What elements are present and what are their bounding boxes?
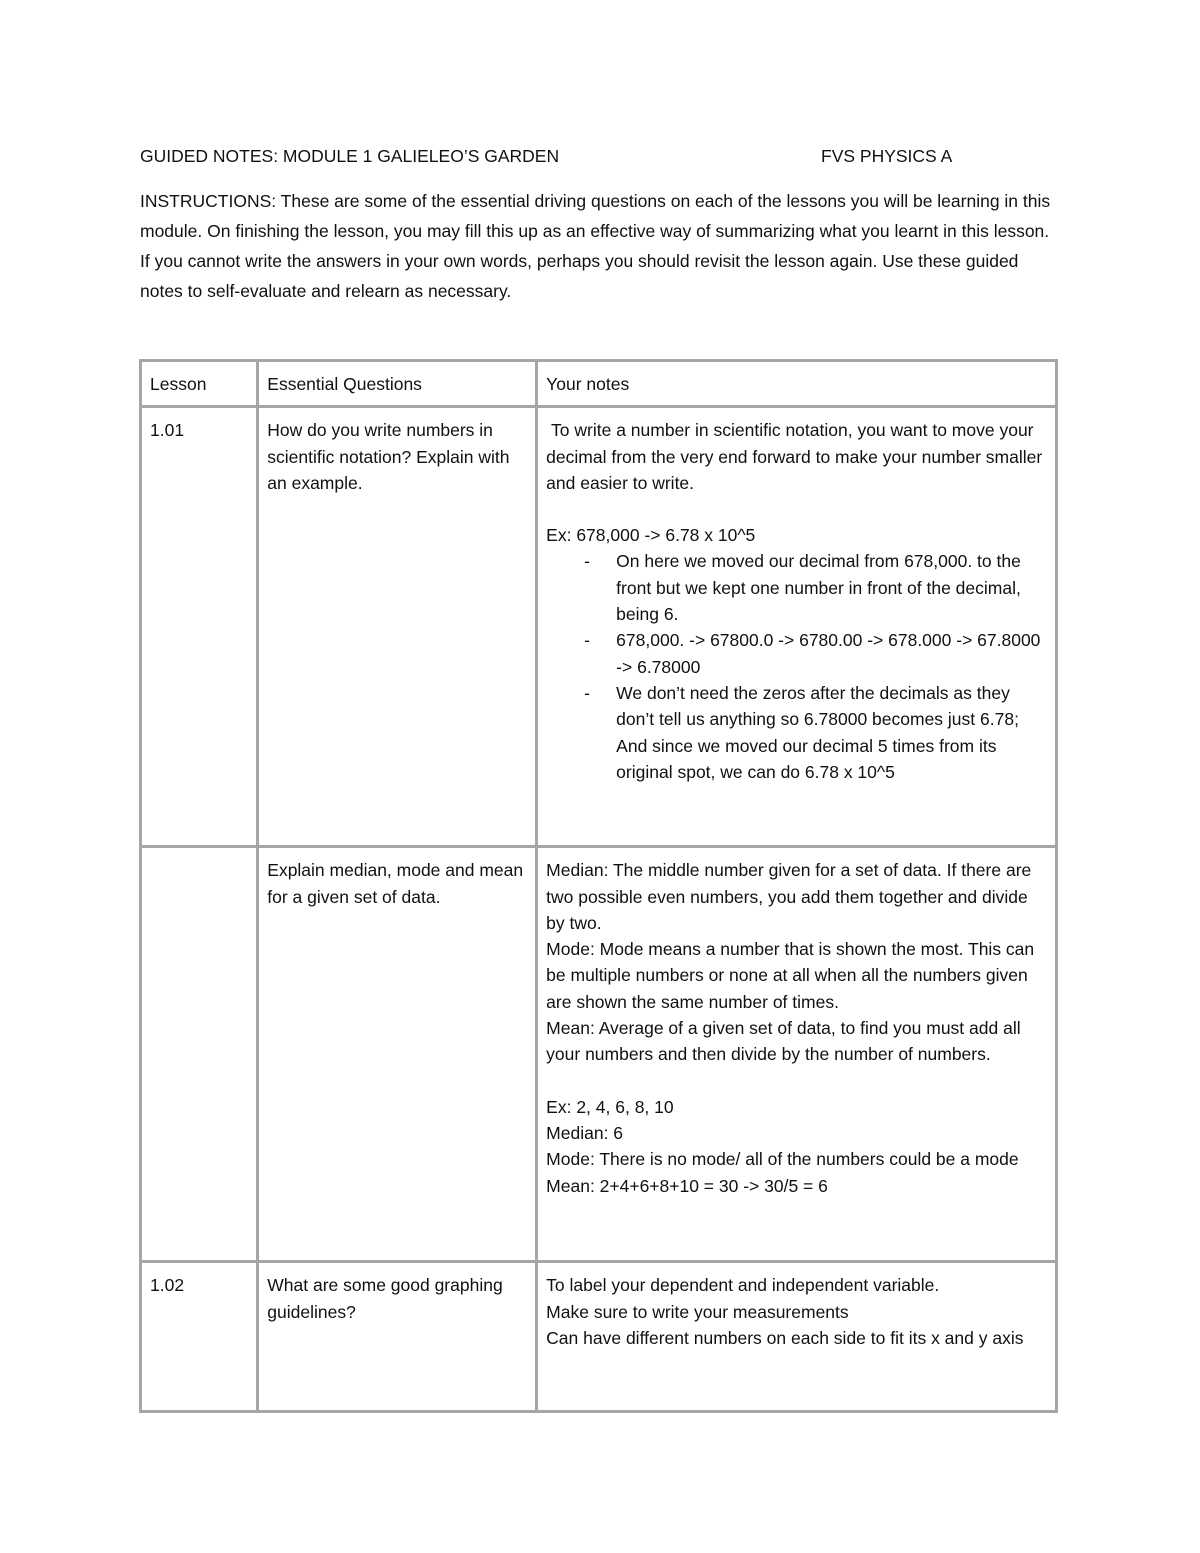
- notes-cell: [537, 407, 1057, 847]
- notes-line: Mean: Average of a given set of data, to find you must add all your numbers and then divide by the number of numbers.: [546, 1018, 1021, 1065]
- notes-line: Mode: Mode means a number that is shown the most. This can be multiple numbers or none at all when all the numbers given are shown the same number of times.: [546, 939, 1035, 1012]
- course-name: FVS PHYSICS A: [821, 146, 953, 166]
- notes-line: To label your dependent and independent variable.: [546, 1275, 940, 1296]
- page-header: [140, 146, 1060, 170]
- notes-cell: [537, 847, 1057, 1262]
- header-lesson: Lesson: [141, 361, 258, 407]
- lesson-number: 1.02: [141, 1262, 258, 1412]
- list-item: - 678,000. -> 67800.0 -> 6780.00 -> 678.000 -> 67.8000 -> 6.78000: [616, 627, 1047, 680]
- notes-line: Make sure to write your measurements: [546, 1301, 849, 1322]
- table-header-row: [141, 361, 1057, 407]
- guided-notes-table: [139, 359, 1058, 1413]
- notes-example: Ex: 678,000 -> 6.78 x 10^5: [546, 525, 756, 546]
- table-row: [141, 407, 1057, 847]
- notes-bullet-list: [546, 548, 1047, 785]
- notes-line: Ex: 2, 4, 6, 8, 10: [546, 1096, 674, 1117]
- instructions-paragraph: INSTRUCTIONS: These are some of the essential driving questions on each of the lessons you will be learning in this module. On finishing the lesson, you may fill this up as an effective way of summarizing what you learnt in this lesson. If you cannot write the answers in your own words, perhaps you should revisit the lesson again. Use these guided notes to self-evaluate and relearn as necessary.: [140, 191, 1051, 301]
- notes-cell: [537, 1262, 1057, 1412]
- list-item: - We don’t need the zeros after the decimals as they don’t tell us anything so 6.78000 becomes just 6.78; And since we moved our decimal 5 times from its original spot, we can do 6.78 x 10^5: [616, 680, 1047, 785]
- notes-line: Mode: There is no mode/ all of the numbers could be a mode: [546, 1149, 1019, 1170]
- essential-question: Explain median, mode and mean for a given set of data.: [258, 847, 537, 1262]
- list-item: - On here we moved our decimal from 678,000. to the front but we kept one number in front of the decimal, being 6.: [616, 548, 1047, 627]
- lesson-number: 1.01: [141, 407, 258, 847]
- notes-line: Mean: 2+4+6+8+10 = 30 -> 30/5 = 6: [546, 1175, 828, 1196]
- notes-line: Median: The middle number given for a set of data. If there are two possible even numbers, you add them together and divide by two.: [546, 860, 1032, 933]
- table-row: [141, 847, 1057, 1262]
- notes-intro: To write a number in scientific notation, you want to move your decimal from the very end forward to make your number smaller and easier to write.: [546, 420, 1048, 493]
- document-title: GUIDED NOTES: MODULE 1 GALIELEO’S GARDEN: [140, 146, 560, 166]
- lesson-number: [141, 847, 258, 1262]
- header-your-notes: Your notes: [537, 361, 1057, 407]
- notes-line: Can have different numbers on each side to fit its x and y axis: [546, 1327, 1024, 1348]
- table-row: [141, 1262, 1057, 1412]
- notes-line: Median: 6: [546, 1122, 624, 1143]
- essential-question: What are some good graphing guidelines?: [258, 1262, 537, 1412]
- header-essential-questions: Essential Questions: [258, 361, 537, 407]
- essential-question: How do you write numbers in scientific notation? Explain with an example.: [258, 407, 537, 847]
